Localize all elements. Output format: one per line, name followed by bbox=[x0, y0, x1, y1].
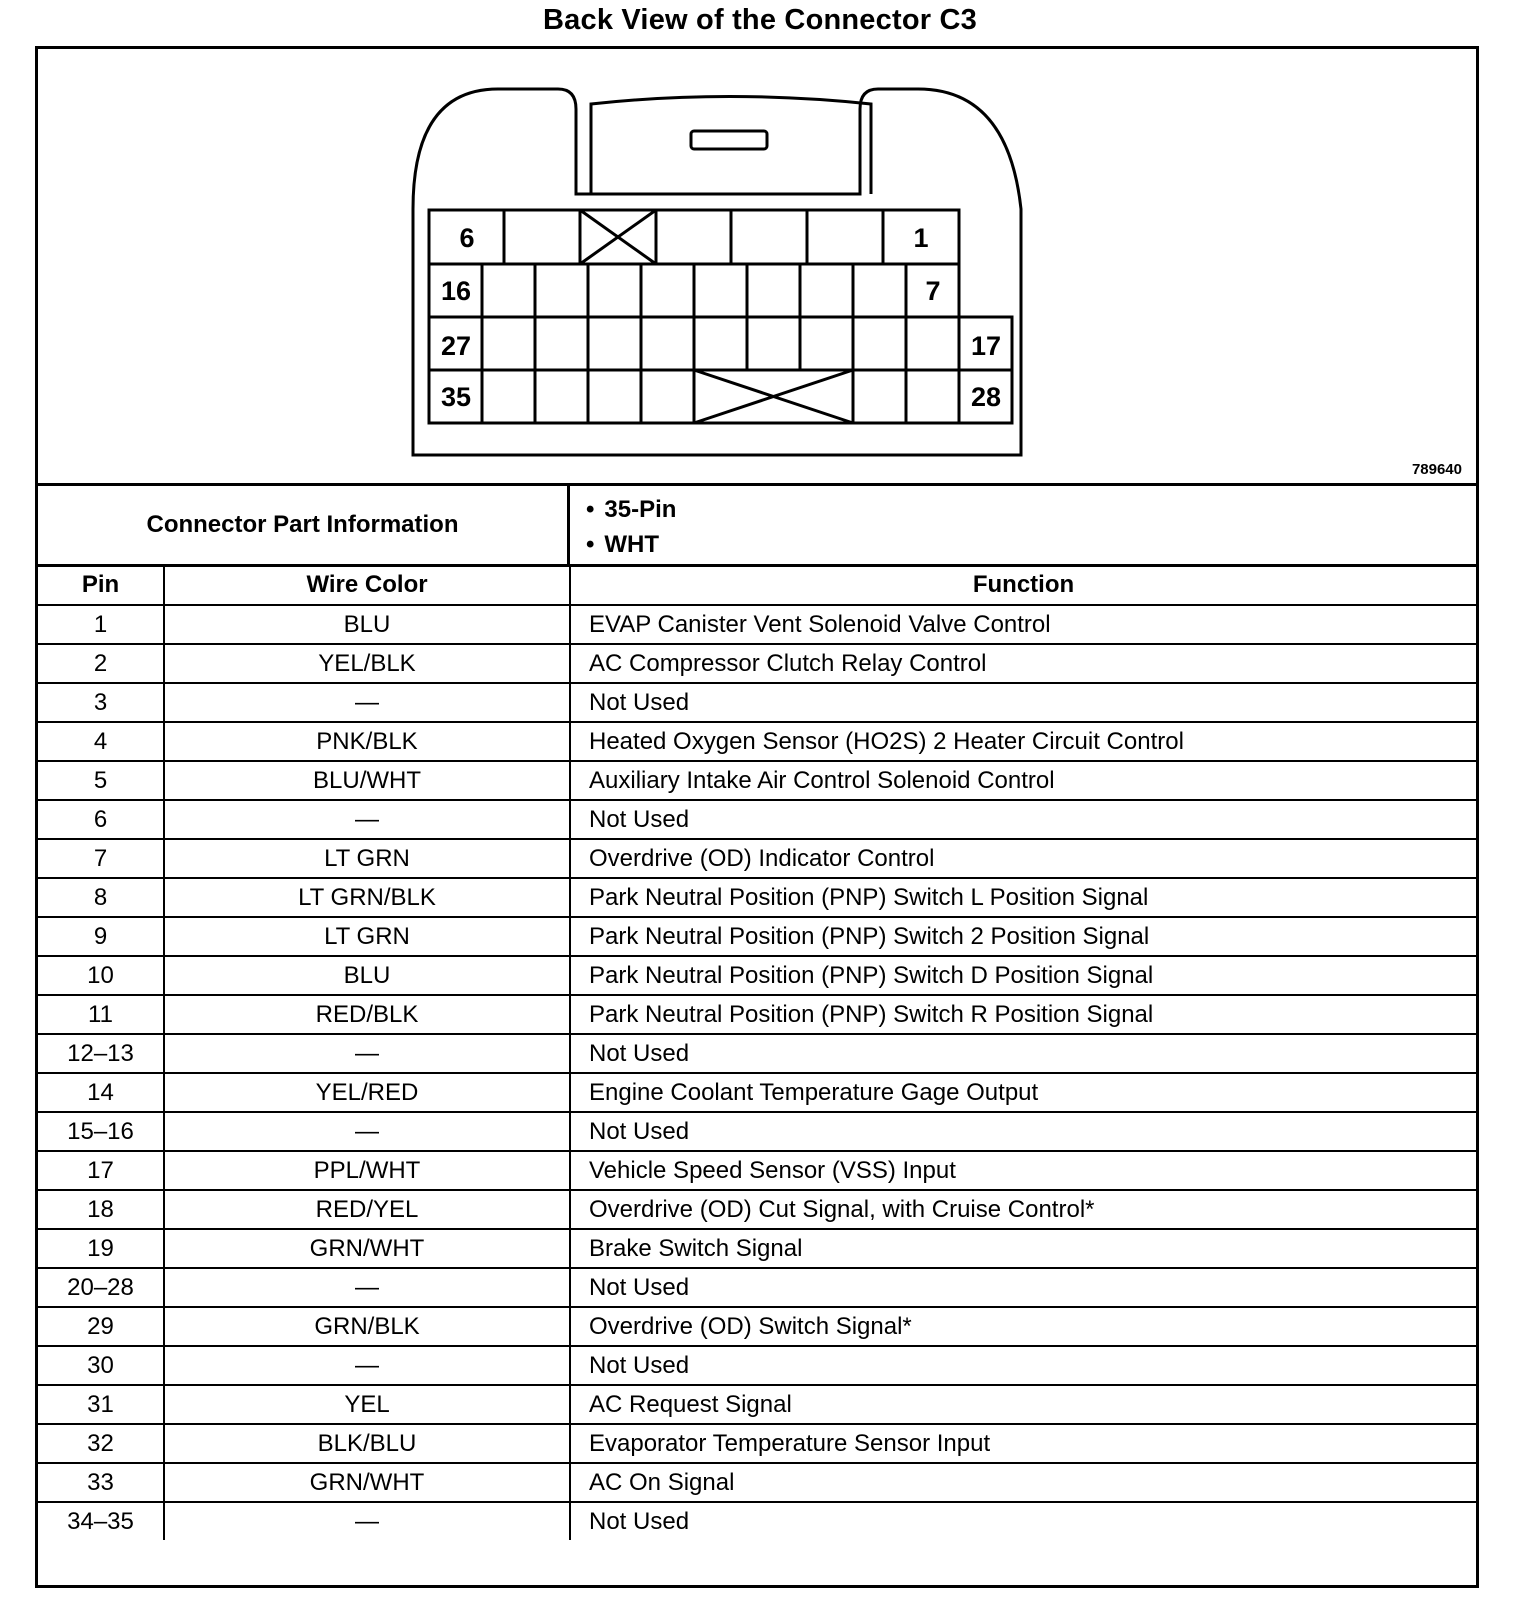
wire-color-cell: PPL/WHT bbox=[164, 1151, 570, 1190]
pin-cell: 3 bbox=[38, 683, 164, 722]
pin-label-17: 17 bbox=[970, 331, 1002, 361]
wire-color-cell: — bbox=[164, 1268, 570, 1307]
table-row bbox=[38, 1307, 1476, 1346]
table-row bbox=[38, 1424, 1476, 1463]
pin-cell: 32 bbox=[38, 1424, 164, 1463]
pin-cell: 31 bbox=[38, 1385, 164, 1424]
table-row bbox=[38, 1385, 1476, 1424]
wire-color-cell: — bbox=[164, 800, 570, 839]
pin-table bbox=[38, 564, 1476, 1540]
table-row bbox=[38, 917, 1476, 956]
pin-cell: 17 bbox=[38, 1151, 164, 1190]
function-cell: Park Neutral Position (PNP) Switch L Position Signal bbox=[570, 878, 1476, 917]
pin-label-16: 16 bbox=[440, 276, 472, 306]
function-cell: Not Used bbox=[570, 1502, 1476, 1540]
connector-diagram bbox=[38, 49, 1476, 483]
function-cell: Vehicle Speed Sensor (VSS) Input bbox=[570, 1151, 1476, 1190]
pin-label-28: 28 bbox=[970, 382, 1002, 412]
table-row bbox=[38, 1073, 1476, 1112]
part-info-item: • 35-Pin bbox=[586, 492, 676, 527]
table-row bbox=[38, 956, 1476, 995]
header-pin: Pin bbox=[38, 565, 164, 605]
pin-cell: 1 bbox=[38, 605, 164, 644]
wire-color-cell: LT GRN bbox=[164, 917, 570, 956]
table-row bbox=[38, 1268, 1476, 1307]
table-row bbox=[38, 878, 1476, 917]
function-cell: Not Used bbox=[570, 1112, 1476, 1151]
wire-color-cell: BLU bbox=[164, 956, 570, 995]
function-cell: Park Neutral Position (PNP) Switch 2 Position Signal bbox=[570, 917, 1476, 956]
pin-cell: 33 bbox=[38, 1463, 164, 1502]
function-cell: Not Used bbox=[570, 1034, 1476, 1073]
function-cell: AC Request Signal bbox=[570, 1385, 1476, 1424]
table-row bbox=[38, 605, 1476, 644]
table-row bbox=[38, 1229, 1476, 1268]
function-cell: Engine Coolant Temperature Gage Output bbox=[570, 1073, 1476, 1112]
wire-color-cell: RED/YEL bbox=[164, 1190, 570, 1229]
header-function: Function bbox=[570, 565, 1476, 605]
connector-drawing bbox=[38, 49, 1476, 483]
wire-color-cell: — bbox=[164, 1346, 570, 1385]
table-row bbox=[38, 1463, 1476, 1502]
pin-rows bbox=[38, 605, 1476, 1540]
table-row bbox=[38, 644, 1476, 683]
function-cell: Heated Oxygen Sensor (HO2S) 2 Heater Circuit Control bbox=[570, 722, 1476, 761]
function-cell: Park Neutral Position (PNP) Switch R Position Signal bbox=[570, 995, 1476, 1034]
part-info-list bbox=[586, 492, 676, 562]
pin-cell: 10 bbox=[38, 956, 164, 995]
connector-housing-outline bbox=[413, 89, 1021, 455]
function-cell: Not Used bbox=[570, 1346, 1476, 1385]
pin-cell: 9 bbox=[38, 917, 164, 956]
pin-cell: 15–16 bbox=[38, 1112, 164, 1151]
wire-color-cell: LT GRN bbox=[164, 839, 570, 878]
pin-cell: 6 bbox=[38, 800, 164, 839]
wire-color-cell: LT GRN/BLK bbox=[164, 878, 570, 917]
table-row bbox=[38, 800, 1476, 839]
pin-cell: 30 bbox=[38, 1346, 164, 1385]
wire-color-cell: — bbox=[164, 1112, 570, 1151]
pin-cell: 4 bbox=[38, 722, 164, 761]
wire-color-cell: GRN/BLK bbox=[164, 1307, 570, 1346]
pin-cell: 20–28 bbox=[38, 1268, 164, 1307]
wire-color-cell: BLK/BLU bbox=[164, 1424, 570, 1463]
pin-cell: 7 bbox=[38, 839, 164, 878]
part-info-item: • WHT bbox=[586, 527, 676, 562]
function-cell: Auxiliary Intake Air Control Solenoid Control bbox=[570, 761, 1476, 800]
wire-color-cell: RED/BLK bbox=[164, 995, 570, 1034]
connector-part-info bbox=[38, 483, 1476, 567]
page-title: Back View of the Connector C3 bbox=[543, 4, 977, 36]
wire-color-cell: YEL/RED bbox=[164, 1073, 570, 1112]
table-row bbox=[38, 1151, 1476, 1190]
pin-cell: 5 bbox=[38, 761, 164, 800]
table-row bbox=[38, 1502, 1476, 1540]
pin-cell: 11 bbox=[38, 995, 164, 1034]
function-cell: Evaporator Temperature Sensor Input bbox=[570, 1424, 1476, 1463]
wire-color-cell: — bbox=[164, 683, 570, 722]
figure-id: 789640 bbox=[1411, 461, 1462, 478]
pin-cell: 34–35 bbox=[38, 1502, 164, 1540]
function-cell: AC Compressor Clutch Relay Control bbox=[570, 644, 1476, 683]
pin-cell: 12–13 bbox=[38, 1034, 164, 1073]
wire-color-cell: BLU/WHT bbox=[164, 761, 570, 800]
wire-color-cell: YEL bbox=[164, 1385, 570, 1424]
pin-cell: 2 bbox=[38, 644, 164, 683]
pin-label-7: 7 bbox=[925, 276, 941, 306]
table-header-row bbox=[38, 565, 1476, 605]
part-info-label: Connector Part Information bbox=[38, 486, 570, 564]
function-cell: Brake Switch Signal bbox=[570, 1229, 1476, 1268]
wire-color-cell: PNK/BLK bbox=[164, 722, 570, 761]
table-row bbox=[38, 1112, 1476, 1151]
pin-cell: 14 bbox=[38, 1073, 164, 1112]
latch-slot bbox=[691, 131, 767, 149]
table-row bbox=[38, 761, 1476, 800]
pin-label-35: 35 bbox=[440, 382, 472, 412]
wire-color-cell: — bbox=[164, 1502, 570, 1540]
function-cell: Not Used bbox=[570, 800, 1476, 839]
wire-color-cell: GRN/WHT bbox=[164, 1463, 570, 1502]
table-row bbox=[38, 1034, 1476, 1073]
pin-label-1: 1 bbox=[913, 223, 929, 253]
pin-cell: 19 bbox=[38, 1229, 164, 1268]
table-row bbox=[38, 995, 1476, 1034]
connector-sheet bbox=[35, 46, 1479, 1588]
table-row bbox=[38, 1190, 1476, 1229]
wire-color-cell: — bbox=[164, 1034, 570, 1073]
table-row bbox=[38, 722, 1476, 761]
wire-color-cell: BLU bbox=[164, 605, 570, 644]
wire-color-cell: YEL/BLK bbox=[164, 644, 570, 683]
function-cell: Overdrive (OD) Indicator Control bbox=[570, 839, 1476, 878]
function-cell: AC On Signal bbox=[570, 1463, 1476, 1502]
pin-cell: 29 bbox=[38, 1307, 164, 1346]
wire-color-cell: GRN/WHT bbox=[164, 1229, 570, 1268]
function-cell: Not Used bbox=[570, 683, 1476, 722]
table-row bbox=[38, 683, 1476, 722]
function-cell: Overdrive (OD) Switch Signal* bbox=[570, 1307, 1476, 1346]
connector-latch bbox=[591, 97, 871, 195]
pin-label-27: 27 bbox=[440, 331, 472, 361]
pin-cell: 18 bbox=[38, 1190, 164, 1229]
function-cell: Overdrive (OD) Cut Signal, with Cruise Control* bbox=[570, 1190, 1476, 1229]
function-cell: EVAP Canister Vent Solenoid Valve Control bbox=[570, 605, 1476, 644]
function-cell: Park Neutral Position (PNP) Switch D Position Signal bbox=[570, 956, 1476, 995]
table-row bbox=[38, 1346, 1476, 1385]
table-row bbox=[38, 839, 1476, 878]
function-cell: Not Used bbox=[570, 1268, 1476, 1307]
header-wire-color: Wire Color bbox=[164, 565, 570, 605]
pin-label-6: 6 bbox=[459, 223, 475, 253]
pin-cell: 8 bbox=[38, 878, 164, 917]
